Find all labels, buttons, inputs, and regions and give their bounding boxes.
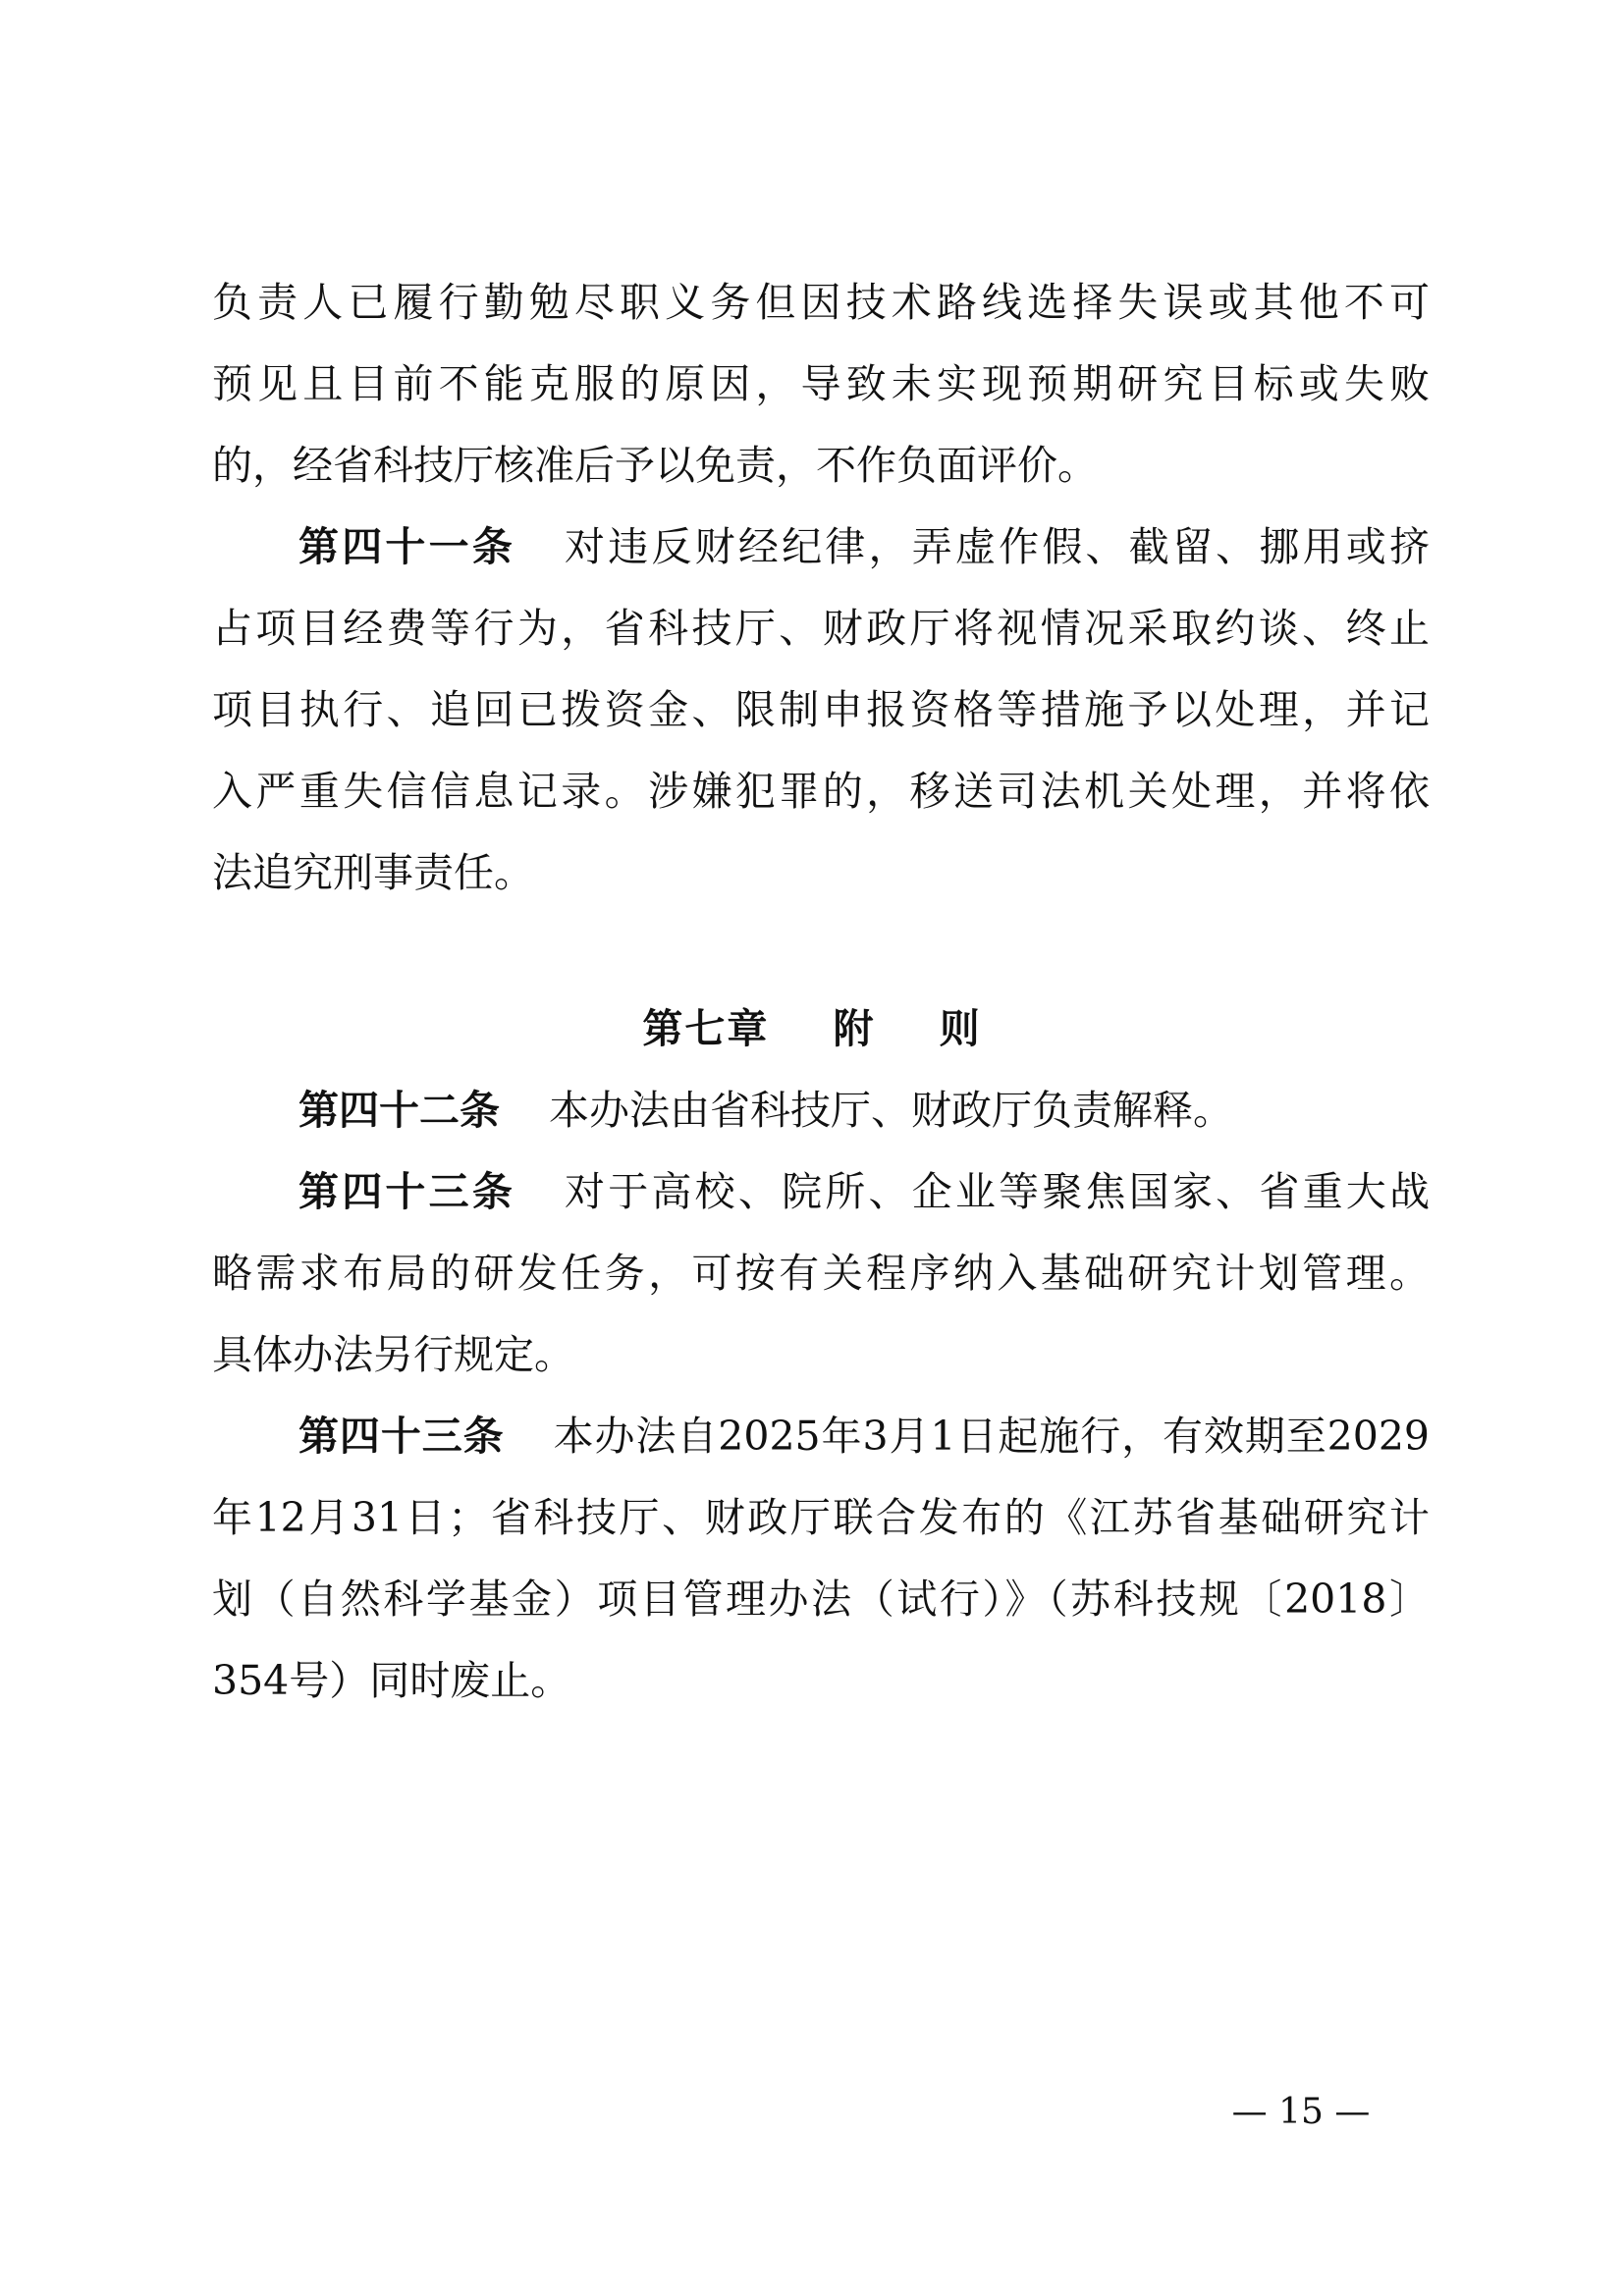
article-41-line: 项目执行、追回已拨资金、限制申报资格等措施予以处理，并记 (212, 686, 1430, 733)
paragraph-line: 预见且目前不能克服的原因，导致未实现预期研究目标或失败 (212, 360, 1430, 407)
article-42-text: 本办法由省科技厅、财政厅负责解释。 (549, 1087, 1233, 1134)
article-43b-line: 划（自然科学基金）项目管理办法（试行）》（苏科技规〔2018〕 (212, 1575, 1430, 1623)
article-43a-text: 对于高校、院所、企业等聚焦国家、省重大战 (565, 1168, 1431, 1215)
article-43a-label: 第四十三条 (298, 1168, 516, 1215)
article-43b-line: 354号）同时废止。 (212, 1657, 571, 1704)
article-43a-first-line (298, 1164, 1430, 1219)
page-number: — 15 — (1231, 2092, 1371, 2132)
article-41-line: 占项目经费等行为，省科技厅、财政厅将视情况采取约谈、终止 (212, 605, 1430, 652)
article-43b-label: 第四十三条 (298, 1413, 505, 1460)
chapter-title: 第七章 附 则 (642, 1005, 982, 1052)
article-42-line (298, 1083, 1430, 1138)
article-43b-first-line (298, 1409, 1430, 1464)
article-43b-text: 本办法自2025年3月1日起施行，有效期至2029 (553, 1413, 1431, 1460)
article-42-label: 第四十二条 (298, 1087, 500, 1134)
article-43a-line: 略需求布局的研发任务，可按有关程序纳入基础研究计划管理。 (212, 1250, 1430, 1297)
article-41-label: 第四十一条 (298, 523, 516, 570)
article-41-text: 对违反财经纪律，弄虚作假、截留、挪用或挤 (565, 523, 1431, 570)
article-43a-line: 具体办法另行规定。 (212, 1331, 574, 1378)
paragraph-line: 的，经省科技厅核准后予以免责，不作负面评价。 (212, 442, 1098, 489)
article-41-line: 法追究刑事责任。 (212, 849, 534, 896)
article-43b-line: 年12月31日；省科技厅、财政厅联合发布的《江苏省基础研究计 (212, 1494, 1430, 1541)
article-41-first-line (298, 519, 1430, 574)
paragraph-line: 负责人已履行勤勉尽职义务但因技术路线选择失误或其他不可 (212, 279, 1430, 326)
article-41-line: 入严重失信信息记录。涉嫌犯罪的，移送司法机关处理，并将依 (212, 768, 1430, 815)
